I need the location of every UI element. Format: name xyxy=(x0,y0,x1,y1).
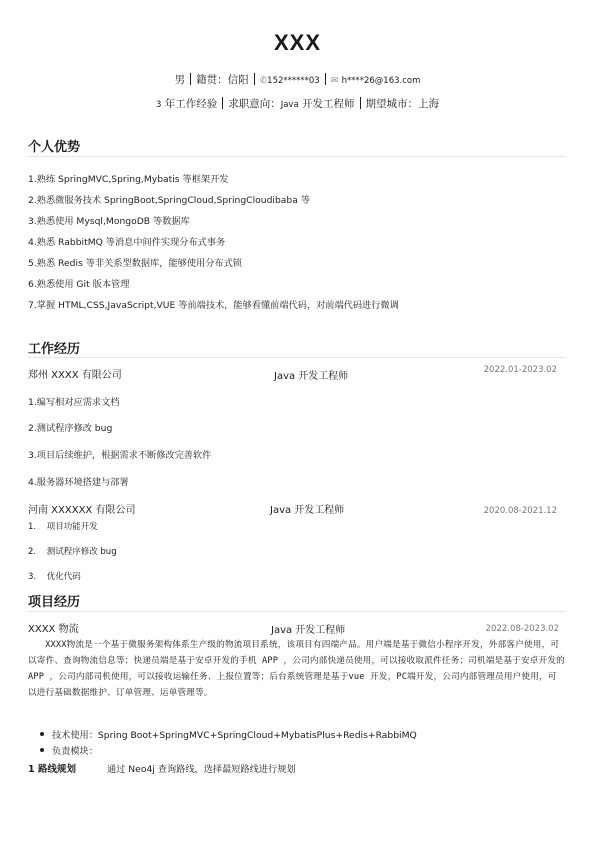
module-description: 通过 Neo4j 查询路线，选择最短路线进行规划 xyxy=(107,764,296,775)
project-modules-label: 负责模块： xyxy=(40,743,98,757)
resume-name: XXX xyxy=(273,30,322,55)
job-task: 4.服务器环境搭建与部署 xyxy=(28,477,129,488)
job-role: Java 开发工程师 xyxy=(274,371,349,382)
job-task: 3. 优化代码 xyxy=(28,572,81,582)
expected-city: 期望城市：上海 xyxy=(365,98,440,110)
phone-number[interactable]: 152******03 xyxy=(267,76,320,86)
section-title-work: 工作经历 xyxy=(28,342,81,357)
phone-icon: ✆ xyxy=(259,76,268,86)
strength-item: 1.熟练 SpringMVC,Spring,Mybatis 等框架开发 xyxy=(28,174,229,185)
divider xyxy=(190,73,191,85)
job-intent-line xyxy=(0,96,595,111)
divider xyxy=(222,97,223,109)
contact-line xyxy=(0,72,595,87)
section-divider xyxy=(28,357,566,358)
section-divider xyxy=(28,156,566,157)
intent-prefix: 求职意向： xyxy=(228,98,281,110)
job-role: Java 开发工程师 xyxy=(270,505,345,516)
section-title-strengths: 个人优势 xyxy=(28,140,81,155)
project-date: 2022.08-2023.02 xyxy=(485,624,559,634)
mail-icon: ✉ xyxy=(330,76,339,86)
bullet-icon xyxy=(40,732,44,736)
company-name: 郑州 XXXX 有限公司 xyxy=(28,370,122,381)
section-title-projects: 项目经历 xyxy=(28,595,81,610)
job-task: 1.编写相对应需求文档 xyxy=(28,397,120,408)
job-task: 1. 项目功能开发 xyxy=(28,522,98,532)
module-title: 1 路线规划 xyxy=(28,764,76,775)
hometown: 籍贯：信阳 xyxy=(196,74,249,86)
job-date: 2022.01-2023.02 xyxy=(483,365,557,375)
project-name: XXXX 物流 xyxy=(28,624,79,635)
strength-item: 7.掌握 HTML,CSS,JavaScript,VUE 等前端技术，能够看懂前端代码，对前端代码进行微调 xyxy=(28,300,399,311)
job-date: 2020.08-2021.12 xyxy=(483,506,557,516)
job-task: 2.测试程序修改 bug xyxy=(28,423,113,434)
bullet-icon xyxy=(40,748,44,752)
strength-item: 3.熟悉使用 Mysql,MongoDB 等数据库 xyxy=(28,216,190,227)
divider xyxy=(360,97,361,109)
job-task: 2. 测试程序修改 bug xyxy=(28,547,117,557)
intent-language: Java xyxy=(280,100,299,110)
job-task: 3.项目后续维护，根据需求不断修改完善软件 xyxy=(28,450,212,461)
divider xyxy=(254,73,255,85)
gender: 男 xyxy=(174,74,186,86)
strength-item: 4.熟悉 RabbitMQ 等消息中间件实现分布式事务 xyxy=(28,237,226,248)
project-description: XXXX物流是一个基于微服务架构体系生产级的物流项目系统，该项目有四端产品。用户端是基于微信小程序开发，外部客户使用，可以寄件、查询物流信息等；快递员端是基于安卓开发的手机 APP ，公司内部快递员使用，可以接收取派件任务；司机端是基于安卓开发的 APP ，公司内部司机使用，可以接收运输任务、上报位置等；后台系统管理是基于vue 开发，PC端开发，公司内部管理员用户使用，可以进行基础数据维护、订单管理、运单管理等。 xyxy=(28,640,565,698)
company-name: 河南 XXXXXX 有限公司 xyxy=(28,505,136,516)
experience-text: 年工作经验 xyxy=(164,98,218,110)
divider xyxy=(325,73,326,85)
strength-item: 2.熟悉微服务技术 SpringBoot,SpringCloud,SpringCloudibaba 等 xyxy=(28,195,311,206)
strength-item: 5.熟悉 Redis 等非关系型数据库，能够使用分布式锁 xyxy=(28,258,242,269)
section-divider xyxy=(28,611,566,612)
email-address[interactable]: h****26@163.com xyxy=(341,76,421,86)
experience-years: 3 xyxy=(155,100,162,110)
strength-item: 6.熟悉使用 Git 版本管理 xyxy=(28,279,130,290)
intent-role: 开发工程师 xyxy=(302,98,355,110)
project-tech: 技术使用：Spring Boot+SpringMVC+SpringCloud+MybatisPlus+Redis+RabbiMQ xyxy=(40,727,417,741)
project-role: Java 开发工程师 xyxy=(271,625,346,636)
